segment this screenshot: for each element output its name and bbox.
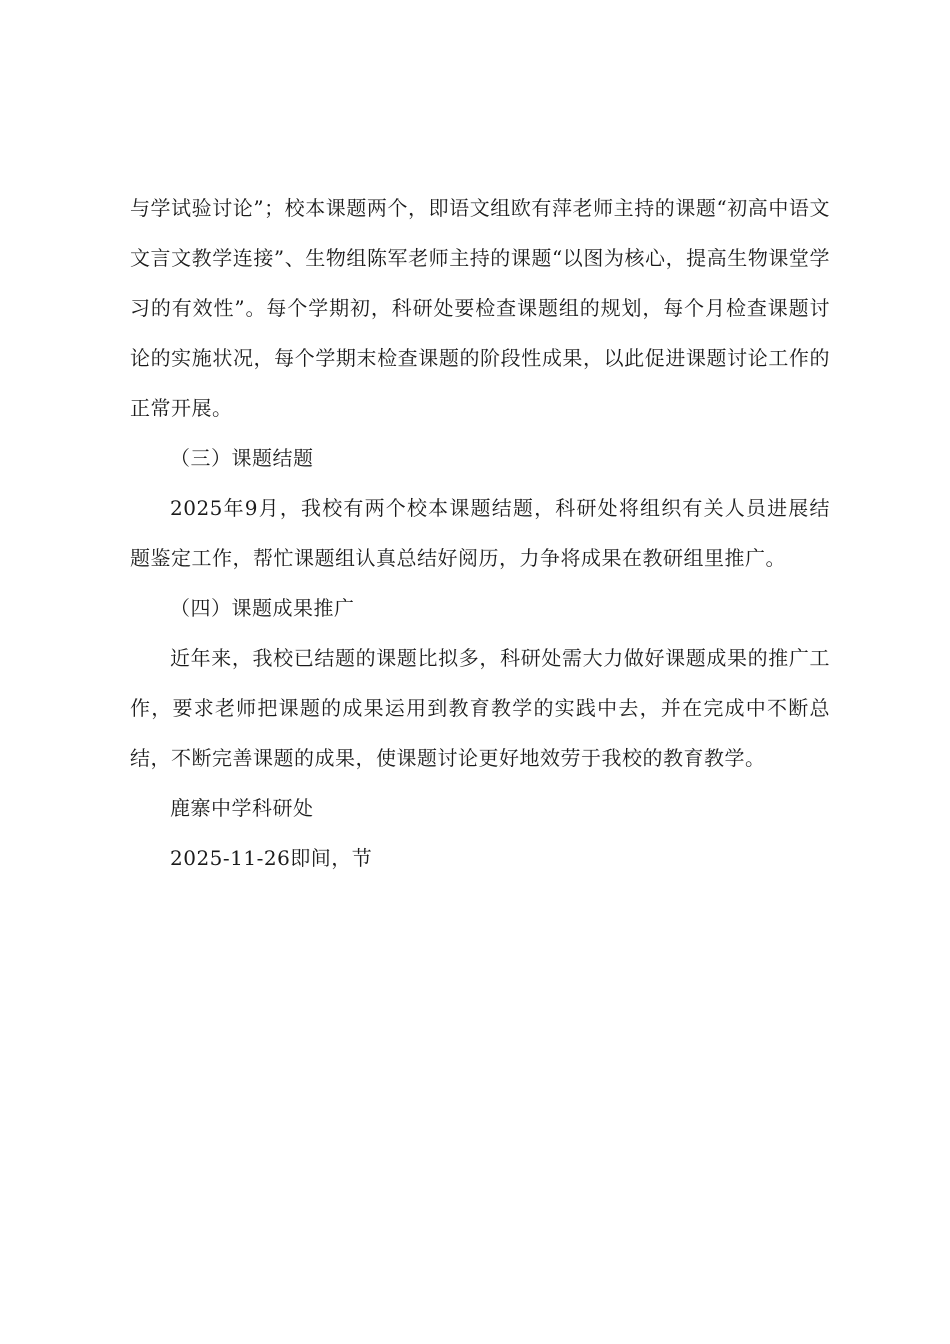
section-3-heading: （三）课题结题	[170, 446, 314, 470]
signature-date: 2025-11-26即间，节	[170, 846, 373, 870]
document-body	[130, 183, 830, 883]
signature-org: 鹿寨中学科研处	[170, 796, 314, 820]
paragraph-continuation: 与学试验讨论”；校本课题两个，即语文组欧有萍老师主持的课题“初高中语文文言文教学连接”、生物组陈军老师主持的课题“以图为核心，提高生物课堂学习的有效性”。每个学期初，科研处要检查课题组的规划，每个月检查课题讨论的实施状况，每个学期末检查课题的阶段性成果，以此促进课题讨论工作的正常开展。	[130, 196, 830, 420]
section-4-body: 近年来，我校已结题的课题比拟多，科研处需大力做好课题成果的推广工作，要求老师把课题的成果运用到教育教学的实践中去，并在完成中不断总结，不断完善课题的成果，使课题讨论更好地效劳于我校的教育教学。	[130, 646, 830, 770]
section-3-body: 2025年9月，我校有两个校本课题结题，科研处将组织有关人员进展结题鉴定工作，帮忙课题组认真总结好阅历，力争将成果在教研组里推广。	[130, 496, 830, 570]
section-4-heading: （四）课题成果推广	[170, 596, 355, 620]
